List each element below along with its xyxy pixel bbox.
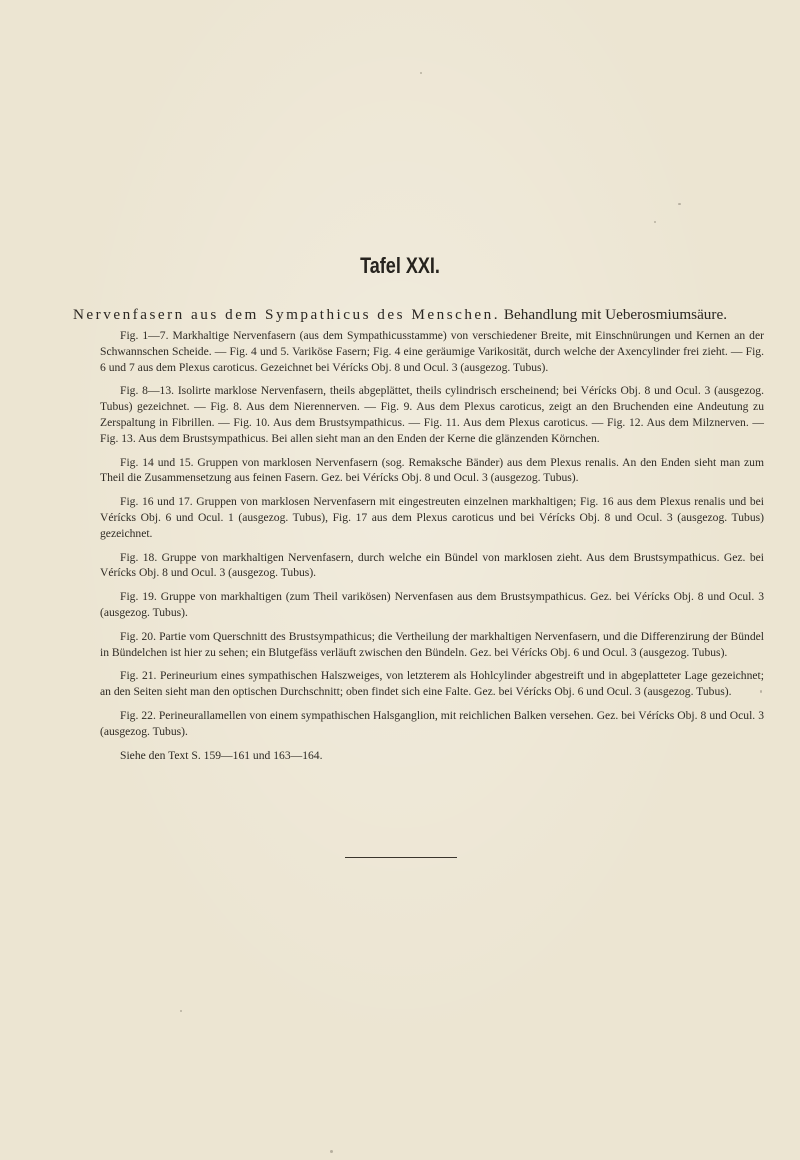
subtitle-rest: Behandlung mit Ueberosmiumsäure. [503, 306, 728, 323]
paragraph-fig-20: Fig. 20. Partie vom Querschnitt des Brustsympathicus; die Vertheilung der markhaltigen Nervenfasern, und die Differenzirung der Bündel in Bündelchen ist hier zu sehen; ein Blutgefäss verläuft zwischen den Bündeln. Gez. bei Vérícks Obj. 6 und Ocul. 3 (ausgezog. Tubus). [100, 629, 764, 659]
paragraph-fig-16-17: Fig. 16 und 17. Gruppen von marklosen Nervenfasern mit eingestreuten einzelnen markhaltigen; Fig. 16 aus dem Plexus renalis und bei Vérícks Obj. 6 und Ocul. 1 (ausgezog. Tubus), Fig. 17 aus dem Plexus caroticus und bei Vérícks Obj. 8 und Ocul. 3 (ausgezog. Tubus) gezeichnet. [100, 495, 764, 540]
paper-speck [678, 203, 681, 205]
paper-speck [330, 1150, 333, 1153]
paragraph-fig-18: Fig. 18. Gruppe von markhaltigen Nervenfasern, durch welche ein Bündel von marklosen zieht. Aus dem Brustsympathicus. Gez. bei Vérícks Obj. 8 und Ocul. 3 (ausgezog. Tubus). [100, 550, 764, 580]
paragraph-fig-8-13: Fig. 8—13. Isolirte marklose Nervenfasern, theils abgeplättet, theils cylindrisch erscheinend; bei Vérícks Obj. 8 und Ocul. 3 (ausgezog. Tubus) gezeichnet. — Fig. 8. Aus dem Nierennerven. — Fig. 9. Aus dem Plexus caroticus, zeigt an den Bruchenden eine Andeutung zu Zerspaltung in Fibrillen. — Fig. 10. Aus dem Brustsympathicus. — Fig. 11. Aus dem Plexus caroticus. — Fig. 12. Aus dem Milznerven. — Fig. 13. Aus dem Brustsympathicus. Bei allen sieht man an den Enden der Kerne die glänzenden Körnchen. [100, 384, 764, 445]
plate-title: Tafel XXI. [360, 253, 440, 278]
closing-rule [345, 857, 457, 858]
subtitle-spaced-part: Nervenfasern aus dem Sympathicus des Menschen. [72, 306, 501, 323]
paper-speck [760, 690, 762, 693]
paper-speck [180, 1010, 182, 1012]
paragraph-fig-14-15: Fig. 14 und 15. Gruppen von marklosen Nervenfasern (sog. Remaksche Bänder) aus dem Plexus renalis. An den Enden sieht man zum Theil die Zusammensetzung aus feinen Fasern. Gez. bei Vérícks Obj. 8 und Ocul. 3 (ausgezog. Tubus). [100, 455, 764, 485]
paper-speck [654, 221, 656, 223]
paragraph-fig-1-7: Fig. 1—7. Markhaltige Nervenfasern (aus dem Sympathicusstamme) von verschiedener Breite, mit Einschnürungen und Kernen an der Schwannschen Scheide. — Fig. 4 und 5. Variköse Fasern; Fig. 4 eine geräumige Varikosität, durch welche der Axencylinder frei zieht. — Fig. 6 und 7 aus dem Plexus caroticus. Gezeichnet bei Vérícks Obj. 8 und Ocul. 3 (ausgezog. Tubus). [100, 329, 764, 374]
paragraph-fig-19: Fig. 19. Gruppe von markhaltigen (zum Theil varikösen) Nervenfasen aus dem Brustsympathicus. Gez. bei Vérícks Obj. 8 und Ocul. 3 (ausgezog. Tubus). [100, 590, 764, 619]
paragraph-fig-22: Fig. 22. Perineurallamellen von einem sympathischen Halsganglion, mit reichlichen Balken versehen. Gez. bei Vérícks Obj. 8 und Ocul. 3 (ausgezog. Tubus). [100, 708, 764, 738]
figure-descriptions [100, 328, 764, 771]
plate-subtitle [0, 306, 800, 324]
paper-speck [420, 72, 422, 74]
paragraph-text-reference: Siehe den Text S. 159—161 und 163—164. [120, 748, 323, 762]
paragraph-fig-21: Fig. 21. Perineurium eines sympathischen Halszweiges, von letzterem als Hohlcylinder abgestreift und in abgeplatteter Lage gezeichnet; an den Seiten sieht man den optischen Durchschnitt; oben findet sich eine Falte. Gez. bei Vérícks Obj. 6 und Ocul. 3 (ausgezog. Tubus). [100, 669, 764, 699]
